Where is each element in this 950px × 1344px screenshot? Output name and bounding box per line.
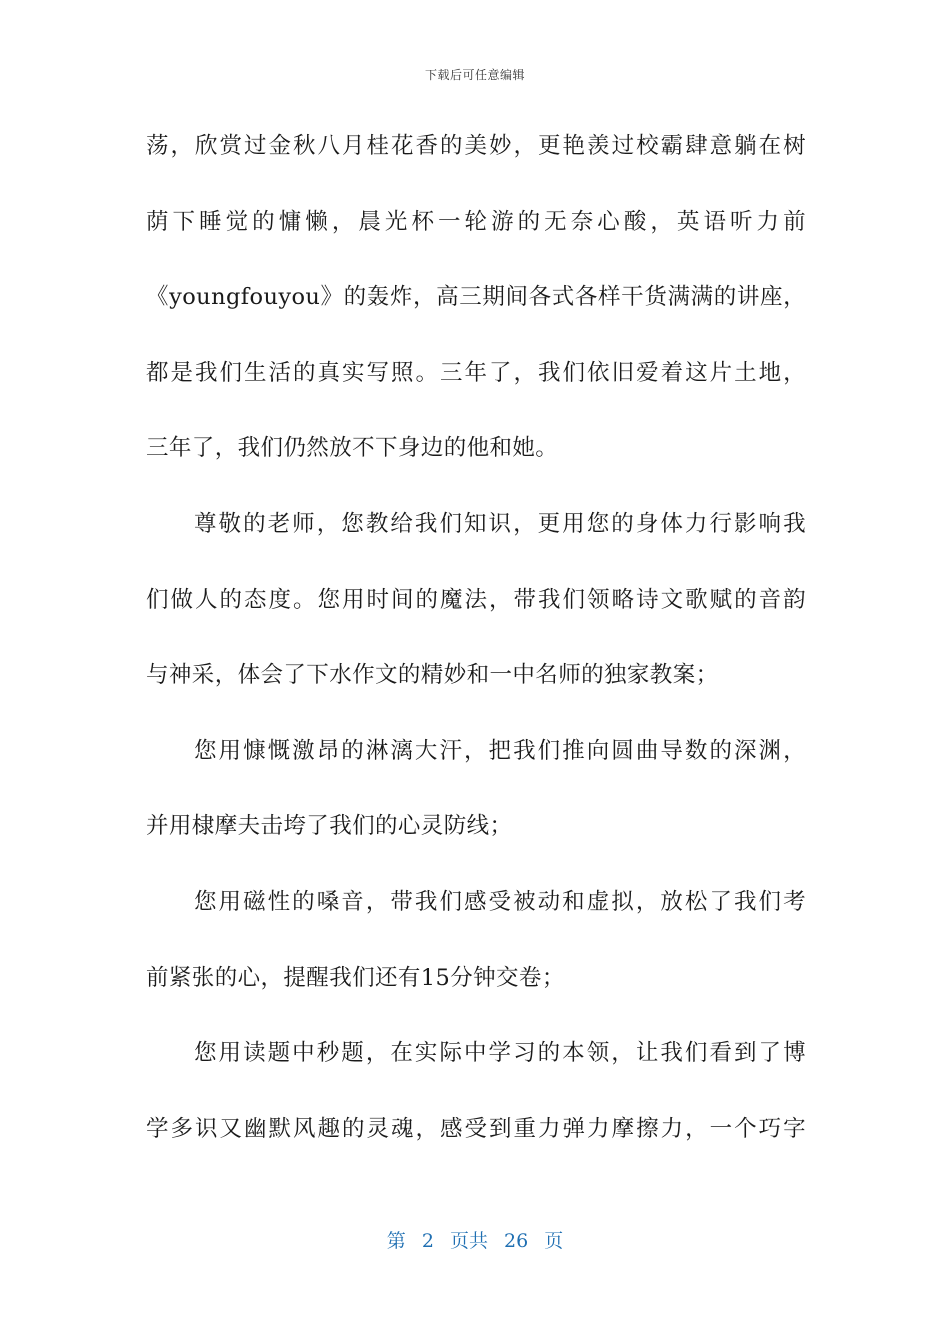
text-line: 学多识又幽默风趣的灵魂，感受到重力弹力摩擦力，一个巧字 [146,1115,806,1142]
text-line: 《youngfouyou》的轰炸，高三期间各式各样干货满满的讲座， [146,284,806,311]
page-footer: 第 2 页共 26 页 [386,1230,564,1252]
text-line: 您用读题中秒题，在实际中学习的本领，让我们看到了博 [194,1040,806,1067]
page-header: 下载后可任意编辑 [424,68,525,82]
text-line: 与神采，体会了下水作文的精妙和一中名师的独家教案； [146,662,719,689]
text-line: 并用棣摩夫击垮了我们的心灵防线； [146,813,513,840]
text-line: 三年了，我们仍然放不下身边的他和她。 [146,435,559,462]
text-line: 您用慷慨激昂的淋漓大汗，把我们推向圆曲导数的深渊， [194,737,806,764]
text-line: 荫下睡觉的慵懒，晨光杯一轮游的无奈心酸，英语听力前 [146,208,806,235]
text-line: 们做人的态度。您用时间的魔法，带我们领略诗文歌赋的音韵 [146,586,806,613]
text-line: 前紧张的心，提醒我们还有15分钟交卷； [146,964,565,991]
text-line: 尊敬的老师，您教给我们知识，更用您的身体力行影响我 [194,510,806,537]
document-body [146,126,806,1184]
text-line: 您用磁性的嗓音，带我们感受被动和虚拟，放松了我们考 [194,888,806,915]
text-line: 都是我们生活的真实写照。三年了，我们依旧爱着这片土地， [146,359,806,386]
text-line: 荡，欣赏过金秋八月桂花香的美妙，更艳羡过校霸肆意躺在树 [146,133,806,159]
